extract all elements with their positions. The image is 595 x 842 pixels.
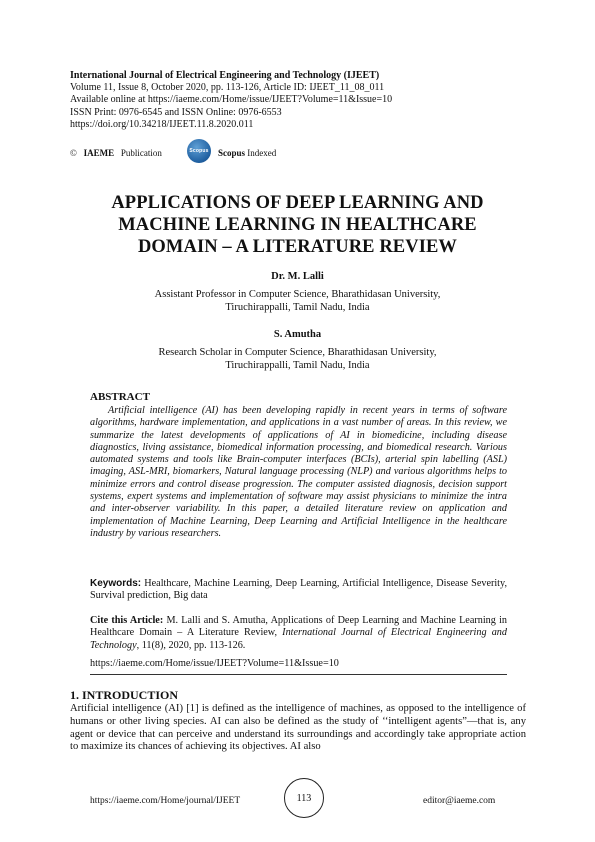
author-affiliation: Assistant Professor in Computer Science, Bharathidasan University, bbox=[154, 289, 441, 300]
keywords-label: Keywords: bbox=[90, 578, 142, 589]
title-line: APPLICATIONS OF DEEP LEARNING AND bbox=[111, 193, 484, 213]
footer-journal-link[interactable]: https://iaeme.com/Home/journal/IJEET bbox=[90, 796, 241, 806]
title-line: MACHINE LEARNING IN HEALTHCARE bbox=[118, 215, 477, 235]
copyright-symbol: © bbox=[70, 148, 77, 158]
cite-label: Cite this Article: bbox=[90, 615, 164, 626]
scopus-label: Scopus bbox=[218, 148, 246, 158]
title-line: DOMAIN – A LITERATURE REVIEW bbox=[137, 237, 458, 257]
cite-text: M. Lalli and S. Amutha, Applications of Deep Learning and Machine Learning in Healthcare Domain – A Literature Review, bbox=[90, 615, 508, 639]
section-text: Artificial intelligence (AI) [1] is defined as the intelligence of machines, as opposed to the intelligence of humans or other living species. AI can also be defined as the study of ‘‘intelligent agents”—that is, any agent or device that can perceive and understand its surroundings and accordingly take appropriate action to maximize its chances of achieving its objectives. AI also bbox=[70, 703, 526, 753]
keywords-text: Healthcare, Machine Learning, Deep Learning, Artificial Intelligence, Disease Severity, Survival prediction, Big data bbox=[90, 578, 507, 602]
publisher-name: IAEME bbox=[83, 148, 115, 158]
abstract-heading: ABSTRACT bbox=[90, 391, 150, 403]
publisher-publication: Publication bbox=[120, 148, 162, 158]
journal-doi: https://doi.org/10.34218/IJEET.11.8.2020.011 bbox=[70, 118, 254, 130]
paper-title bbox=[60, 192, 535, 258]
footer-email-link[interactable]: editor@iaeme.com bbox=[423, 796, 496, 806]
journal-title: International Journal of Electrical Engineering and Technology (IJEET) bbox=[70, 70, 380, 81]
author-block bbox=[70, 328, 525, 372]
journal-issn: ISSN Print: 0976-6545 and ISSN Online: 0976-6553 bbox=[70, 106, 282, 118]
article-url-link[interactable]: https://iaeme.com/Home/issue/IJEET?Volume=11&Issue=10 bbox=[90, 658, 339, 669]
author-name: Dr. M. Lalli bbox=[271, 271, 324, 282]
author-affiliation: Tiruchirappalli, Tamil Nadu, India bbox=[225, 302, 370, 313]
journal-available: Available online at https://iaeme.com/Home/issue/IJEET?Volume=11&Issue=10 bbox=[70, 94, 393, 106]
page-number: 113 bbox=[284, 778, 324, 818]
author-affiliation: Tiruchirappalli, Tamil Nadu, India bbox=[225, 360, 370, 371]
journal-issue: Volume 11, Issue 8, October 2020, pp. 113-126, Article ID: IJEET_11_08_011 bbox=[70, 82, 385, 94]
abstract-text: Artificial intelligence (AI) has been developing rapidly in recent years in terms of software algorithms, hardware implementation, and applications in a vast number of areas. In this review, we summarize the latest developments of applications of AI in biomedicine, including disease diagnostics, living assistance, biomedical information processing, and biomedical research. Various automated systems and tools like Brain-computer interfaces (BCIs), arterial spin labelling (ASL) imaging, ASL-MRI, biomarkers, Natural language processing (NLP) and various algorithms helps to minimize errors and control disease progression. The computer assisted diagnosis, decision support systems, expert systems and implementation of software may assist physicians to minimize the intra and inter-observer variability. In this paper, a detailed literature review on application and implementation of Machine Learning, Deep Learning and Artificial Intelligence in the healthcare industry by various researchers. bbox=[90, 405, 507, 539]
publisher-info bbox=[70, 148, 162, 158]
cite-journal: International Journal of Electrical Engineering and Technology bbox=[90, 627, 507, 651]
keywords bbox=[90, 578, 507, 603]
journal-header bbox=[70, 70, 530, 131]
divider bbox=[90, 674, 507, 675]
publisher-line bbox=[70, 139, 530, 165]
author-name: S. Amutha bbox=[273, 329, 322, 340]
indexed-label: Indexed bbox=[247, 148, 277, 158]
section-heading: 1. INTRODUCTION bbox=[70, 688, 179, 702]
scopus-indexed bbox=[218, 148, 276, 158]
scopus-logo-icon: Scopus bbox=[187, 139, 211, 163]
author-block bbox=[70, 270, 525, 314]
author-affiliation: Research Scholar in Computer Science, Bharathidasan University, bbox=[158, 347, 437, 358]
cite-this-article bbox=[90, 615, 507, 652]
cite-details: , 11(8), 2020, pp. 113-126. bbox=[136, 639, 246, 651]
